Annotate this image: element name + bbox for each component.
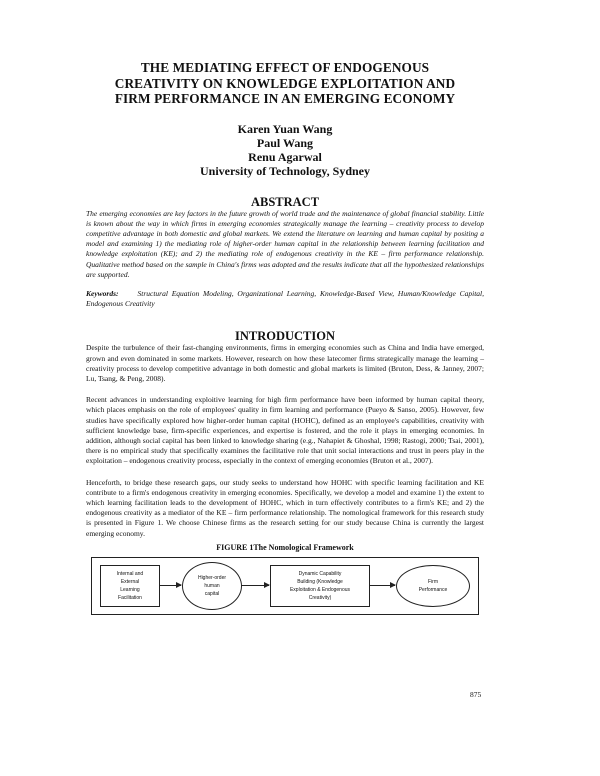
node-label: Higher-order [197, 574, 227, 581]
arrow-3 [369, 585, 395, 586]
author-affiliation: University of Technology, Sydney [199, 163, 371, 178]
node-label: Exploitation & Endogenous [289, 586, 351, 593]
node-label: Dynamic Capability [298, 570, 342, 577]
node-label: capital [204, 590, 220, 597]
node-firm-performance [396, 565, 470, 607]
author-name: Renu Agarwal [248, 149, 322, 164]
node-label: Creativity) [308, 594, 332, 601]
node-higher-order-human-capital [182, 562, 242, 610]
introduction-heading: INTRODUCTION [234, 329, 335, 344]
arrow-2 [241, 585, 269, 586]
node-label: External [120, 578, 140, 585]
node-dynamic-capability [270, 565, 370, 607]
paper-title [86, 60, 484, 107]
page-number: 875 [470, 690, 482, 699]
keywords-label: Keywords: [86, 288, 119, 298]
node-label: Facilitation [118, 594, 142, 601]
body-paragraph: Despite the turbulence of their fast-changing environments, firms in emerging economies such as China and India have emerged, grown and even dominated in some markets. However, research on how these latecomer firms strategically manage the learning – creativity process to develop competitive advantage in both domestic and global markets is limited (Bruton, Dess, & Janney, 2007; Lu, Tsang, & Peng, 2008). [86, 343, 484, 383]
node-label: Firm [428, 578, 438, 585]
node-label: Internal and [116, 570, 144, 577]
nomological-framework-figure [91, 557, 479, 615]
arrow-1 [159, 585, 181, 586]
node-label: human [204, 582, 220, 589]
node-label: Performance [418, 586, 448, 593]
title-line: FIRM PERFORMANCE IN AN EMERGING ECONOMY [114, 91, 456, 106]
node-label: Learning [120, 586, 140, 593]
paper-page [86, 60, 484, 615]
title-line: THE MEDIATING EFFECT OF ENDOGENOUS [140, 60, 430, 75]
abstract-text: The emerging economies are key factors in the future growth of world trade and the maintenance of global financial stability. Little is known about the way in which firms in emerging economies strategically manage the learning – creativity process to develop competitive advantage in both domestic and global markets. We extend the literature on learning and human capital by positing a model and examining 1) the mediating role of higher-order human capital in the relationship between learning facilitation and knowledge exploitation (KE); and 2) the mediating role of endogenous creativity in the KE – firm performance relationship. Qualitative method based on the sample in China's firms was adopted and the results indicate that all the hypothesized relationships are supported. [86, 208, 484, 279]
body-paragraph: Henceforth, to bridge these research gaps, our study seeks to understand how HOHC with specific learning facilitation and KE contribute to a firm's endogenous creativity in emerging economies. Specifically, we develop a model and examine 1) the extent to which learning facilitation leads to the development of HOHC, which in turn effectively contributes to a firm's KE; and 2) the endogenous creativity as a mediator of the KE – firm performance relationship. The nomological framework for this research study is presented in Figure 1. We choose Chinese firms as the research setting for our study because China is currently the largest emerging economy. [86, 477, 484, 538]
node-learning-facilitation [100, 565, 160, 607]
node-label: Building (Knowledge [297, 578, 343, 585]
abstract-heading: ABSTRACT [250, 194, 320, 209]
author-block [86, 122, 484, 178]
figure-caption: FIGURE 1The Nomological Framework [216, 542, 354, 552]
keywords-text: Structural Equation Modeling, Organizational Learning, Knowledge-Based View, Human/Knowledge Capital, Endogenous Creativity [86, 288, 484, 309]
keywords [86, 289, 484, 309]
author-name: Paul Wang [256, 135, 314, 150]
author-name: Karen Yuan Wang [237, 121, 333, 136]
body-paragraph: Recent advances in understanding exploitive learning for high firm performance have been informed by human capital theory, which places emphasis on the role of employees' quality in firm learning and performance (Pueyo & Sanso, 2005). However, few studies have specifically explored how higher-order human capital (HOHC), defined as an employee's capabilities, creativity with sufficient knowledge base, firm-specific experiences, and expertise is fostered, and the role it plays in emerging economies. In addition, although social capital has been linked to knowledge sharing (e.g., Nahapiet & Ghoshal, 1998; Rastogi, 2000; Tsai, 2001), there is no empirical study that specifically examines the facilitative role that unit social interactions and trust in peers play in the exploitation – endogenous creativity process, especially in the context of emerging economies (Bruton et al., 2007). [86, 395, 484, 466]
title-line: CREATIVITY ON KNOWLEDGE EXPLOITATION AND [114, 75, 456, 91]
